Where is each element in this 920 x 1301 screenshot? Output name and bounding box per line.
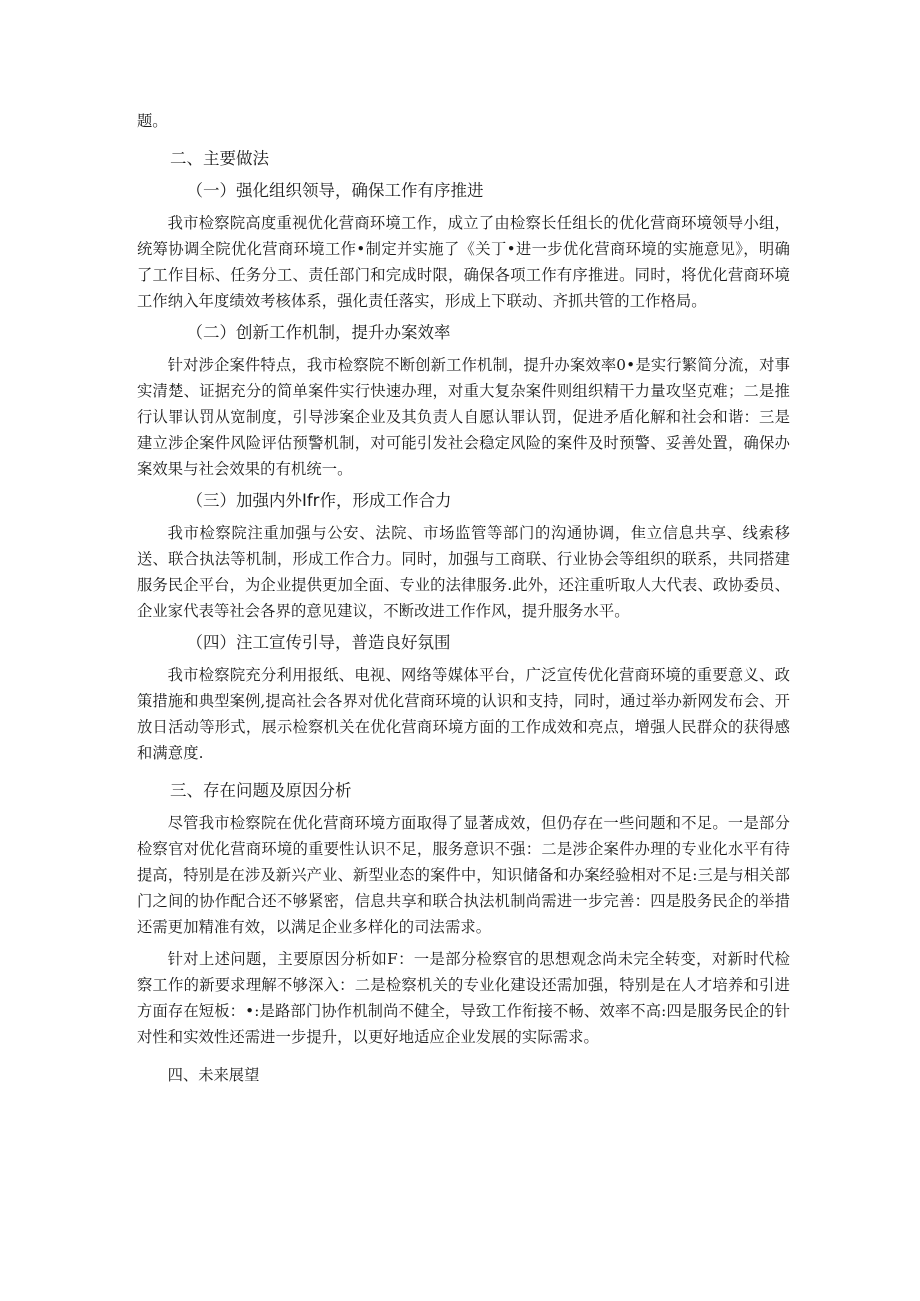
subsection-heading-3: （三）加强内外Ifr作，形成工作合力 xyxy=(186,491,452,510)
subsection-heading-2: （二）创新工作机制，提升办案效率 xyxy=(186,323,451,342)
paragraph-problems: 尽管我市检察院在优化营商环境方面取得了显著成效，但仍存在一些问题和不足。一是部分检察官对优化营商环境的重要性认识不足，服务意识不强：二是涉企案件办理的专业化水平有待提高，特别是在涉及新兴产业、新型业态的案件中，知识储备和办案经验相对不足:三是与相关部门之间的协作配合还不够紧密，信息共享和联合执法机制尚需进一步完善：四是股务民企的举措还需更加精准有效，以满足企业多样化的司法需求。 xyxy=(137,814,790,936)
section-heading-main-practices: 二、主要做法 xyxy=(170,149,269,168)
section-heading-outlook: 四、未来展望 xyxy=(167,1066,260,1084)
paragraph-publicity: 我市检察院充分利用报纸、电视、网络等媒体平台，广泛宣传优化营商环境的重要意义、政策措施和典型案例,提高社会各界对优化营商环境的认识和支持，同时，通过举办新网发布会、开放日活动等形式，展示检察机关在优化营商环境方面的工作成效和亮点，增强人民群众的获得感和满意度. xyxy=(137,666,790,762)
subsection-heading-1: （一）强化组织领导，确保工作有序推进 xyxy=(186,181,484,200)
paragraph-causes: 针对上述问题，主要原因分析如F：一是部分检察官的思想观念尚未完全转变，对新时代检察工作的新要求理解不够深入：二是检察机关的专业化建设还需加强，特别是在人才培养和引进方面存在短板：•:是路部门协作机制尚不健全，导致工作衔接不畅、效率不高:四是服务民企的针对性和实效性还需进一步提升，以更好地适应企业发展的实际需求。 xyxy=(137,950,790,1046)
continuation-text: 题。 xyxy=(137,112,168,130)
paragraph-cooperation: 我市检察院注重加强与公安、法院、市场监管等部门的沟通协调，隹立信息共享、线索移送、联合执法等机制，形成工作合力。同时，加强与工商联、行业协会等组织的联系，共同搭建服务民企平台，为企业提供更加全面、专业的法律服务.此外，还注重听取人大代表、政协委员、企业家代表等社会各界的意见建议，不断改进工作作风，提升服务水平。 xyxy=(137,524,790,620)
document-body xyxy=(137,108,790,1088)
paragraph-organization-leadership: 我市检察院高度重视优化营商环境工作，成立了由检察长任组长的优化营商环境领导小组，统筹协调全院优化营商环境工作•制定并实施了《关丁•进一步优化营商环境的实施意见》，明确了工作目标、任务分工、责任部门和完成时限，确保各项工作有序推进。同时，将优化营商环境工作纳入年度绩效考核体系，强化责任落实，形成上下联动、齐抓共管的工作格局。 xyxy=(137,214,790,310)
section-heading-problems: 三、存在问题及原因分析 xyxy=(170,781,352,800)
subsection-heading-4: （四）注工宣传引导，普造良好氛围 xyxy=(186,633,451,652)
paragraph-innovation-mechanism: 针对涉企案件特点，我市检察院不断创新工作机制，提升办案效率0•是实行繁简分流，对事实清楚、证据充分的简单案件实行快速办理，对重大复杂案件则组织精干力量攻坚克难；二是推行认罪认罚从宽制度，引导涉案企业及其负责人自愿认罪认罚，促进矛盾化解和社会和谐：三是建立涉企案件风险评估预警机制，对可能引发社会稳定风险的案件及时预警、妥善处置，确保办案效果与社会效果的有机统一。 xyxy=(137,356,790,478)
